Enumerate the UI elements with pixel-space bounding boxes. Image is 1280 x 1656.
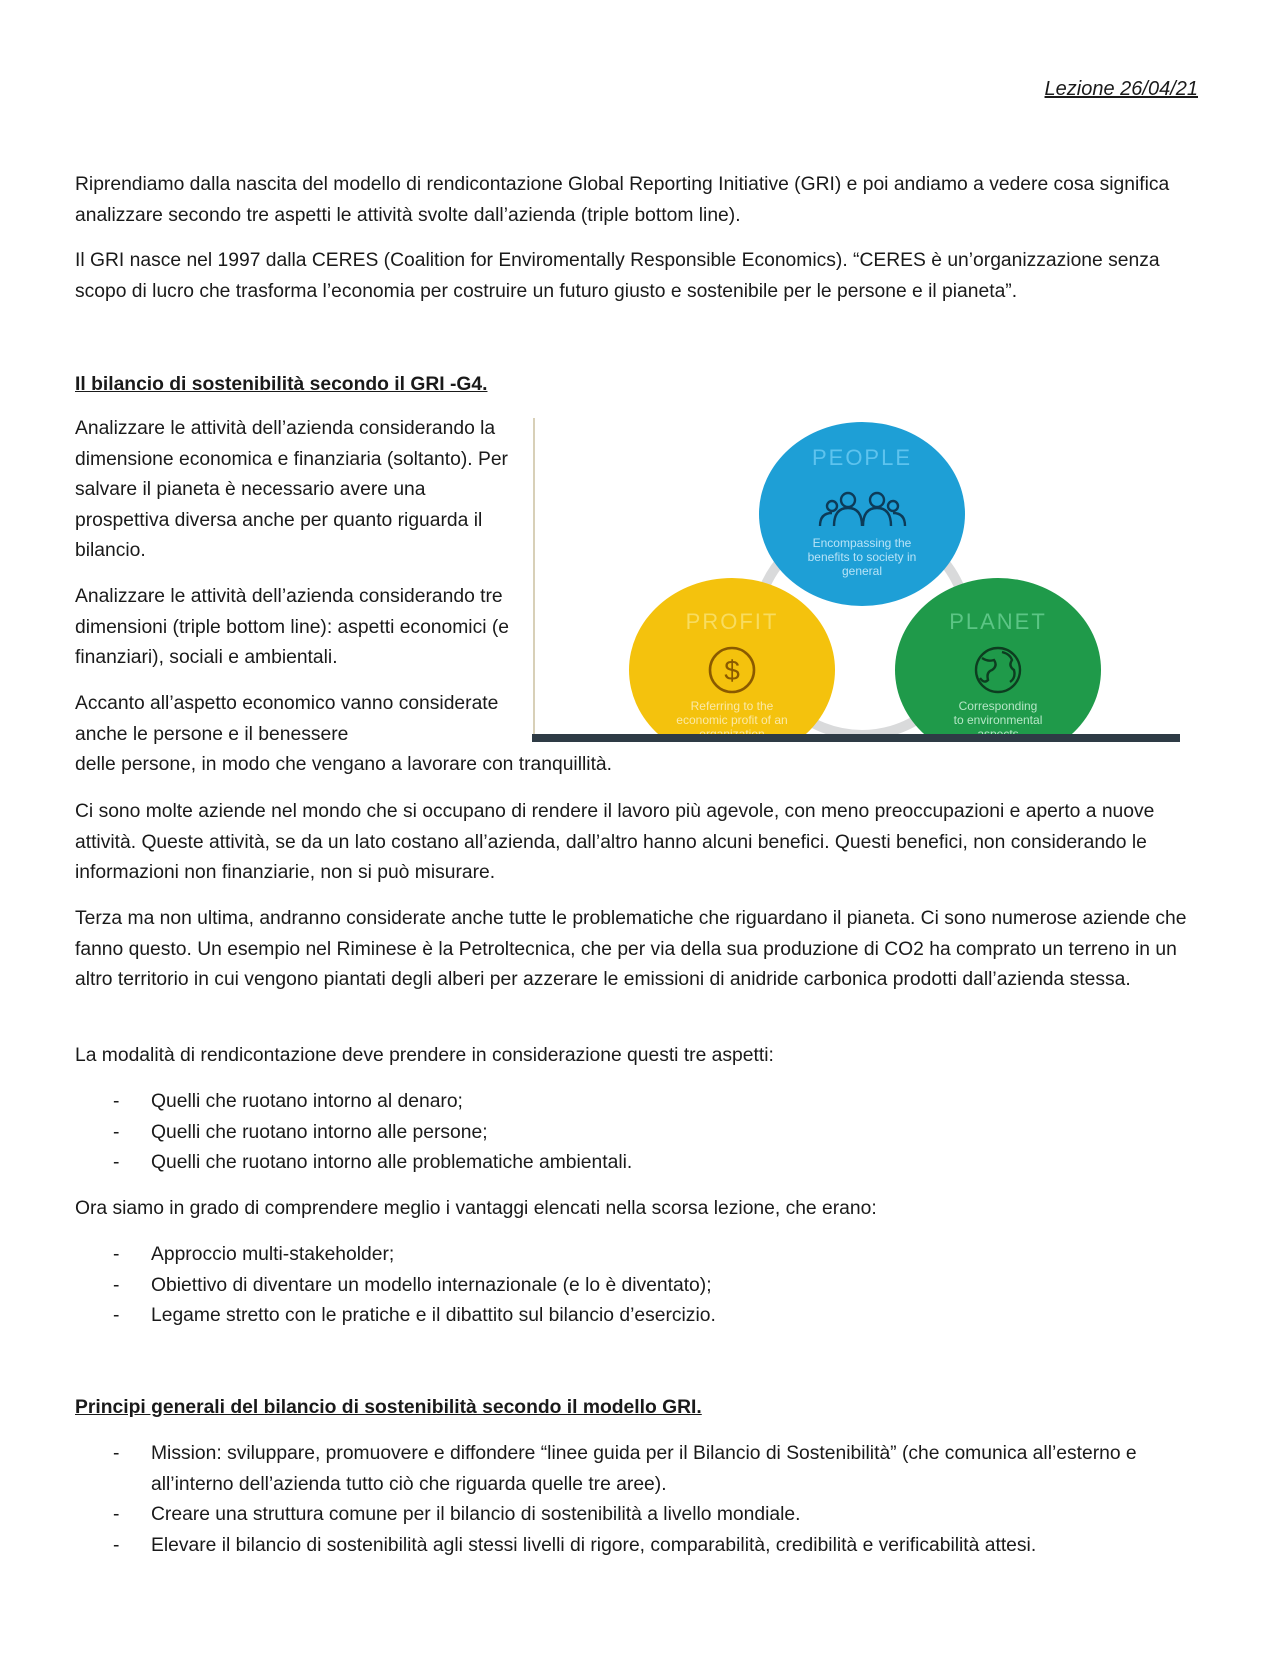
svg-text:$: $ [724,655,740,686]
list-item: - Approccio multi-stakeholder; [113,1244,395,1265]
gri-paragraph-1: Analizzare le attività dell’azienda considerando la dimensione economica e finanziaria (soltanto). Per salvare il pianeta è necessario avere una prospettiva diversa anche per quanto riguarda il bilancio. [75,418,508,561]
list-item: - Obiettivo di diventare un modello internazionale (e lo è diventato); [113,1274,712,1296]
section-title-gri-g4: Il bilancio di sostenibilità secondo il GRI -G4. [75,374,488,395]
svg-text:Corresponding: Corresponding [958,699,1038,713]
advantages-list [75,1240,1205,1332]
svg-text:economic profit of an: economic profit of an [676,713,788,727]
intro-paragraph-2: Il GRI nasce nel 1997 dalla CERES (Coalition for Enviromentally Responsible Economics). “CERES è un’organizzazione senza scopo di lucro che trasforma l’economia per costruire un futuro giusto e sostenibile per le persone e il pianeta”. [75,250,1160,302]
list-item: - Elevare il bilancio di sostenibilità agli stessi livelli di rigore, comparabilità, credibilità e verificabilità attesi. [113,1534,1037,1556]
list-item: - Quelli che ruotano intorno alle persone; [113,1121,488,1143]
svg-text:general: general [841,564,883,578]
svg-text:Referring to the: Referring to the [690,699,774,713]
gri-paragraph-3-end: delle persone, in modo che vengano a lavorare con tranquillità. [75,754,613,775]
intro-paragraph-1: Riprendiamo dalla nascita del modello di rendicontazione Global Reporting Initiative (GRI) e poi andiamo a vedere cosa significa analizzare secondo tre aspetti le attività svolte dall’azienda (triple bottom line). [75,174,1170,226]
svg-text:Encompassing the: Encompassing the [812,536,912,550]
aspects-list [75,1087,1205,1179]
svg-text:to environmental: to environmental [953,713,1043,727]
lesson-date: Lezione 26/04/21 [1044,78,1198,100]
people-title: PEOPLE [811,445,913,470]
principles-list [75,1439,1205,1561]
gri-paragraph-4: Ci sono molte aziende nel mondo che si occupano di rendere il lavoro più agevole, con meno preoccupazioni e aperto a nuove attività. Queste attività, se da un lato costano all’azienda, dall’altro hanno alcuni benefici. Questi benefici, non considerando le informazioni non finanziarie, non si può misurare. [75,801,1155,883]
profit-title: PROFIT [685,609,779,634]
gri-paragraph-2: Analizzare le attività dell’azienda considerando tre dimensioni (triple bottom line): aspetti economici (e finanziari), sociali e ambientali. [75,586,510,668]
triple-bottom-line-diagram [532,414,1180,742]
gri-paragraph-7: Ora siamo in grado di comprendere meglio i vantaggi elencati nella scorsa lezione, che erano: [75,1198,877,1219]
list-item: - Quelli che ruotano intorno alle problematiche ambientali. [113,1152,633,1173]
gri-paragraph-3-start: Accanto all’aspetto economico vanno considerate anche le persone e il benessere [75,693,499,745]
section-title-principles: Principi generali del bilancio di sostenibilità secondo il modello GRI. [75,1397,702,1418]
svg-text:benefits to society in: benefits to society in [807,550,917,564]
list-item: - Legame stretto con le pratiche e il dibattito sul bilancio d’esercizio. [113,1305,716,1326]
list-item: - Quelli che ruotano intorno al denaro; [113,1091,463,1112]
list-item: - Mission: sviluppare, promuovere e diffondere “linee guida per il Bilancio di Sostenibilità” (che comunica all’esterno e all’interno dell’azienda tutto ciò che riguarda quelle tre aree). [113,1443,1137,1495]
figure-base-bar [532,734,1180,742]
people-circle [759,422,965,606]
gri-paragraph-6: La modalità di rendicontazione deve prendere in considerazione questi tre aspetti: [75,1045,774,1066]
list-item: - Creare una struttura comune per il bilancio di sostenibilità a livello mondiale. [113,1504,801,1525]
gri-paragraph-5: Terza ma non ultima, andranno considerate anche tutte le problematiche che riguardano il pianeta. Ci sono numerose aziende che fanno questo. Un esempio nel Riminese è la Petroltecnica, che per via della sua produzione di CO2 ha comprato un terreno in un altro territorio in cui vengono piantati degli alberi per azzerare le emissioni di anidride carbonica prodotti dall’azienda stessa. [75,908,1187,990]
planet-title: PLANET [949,609,1047,634]
